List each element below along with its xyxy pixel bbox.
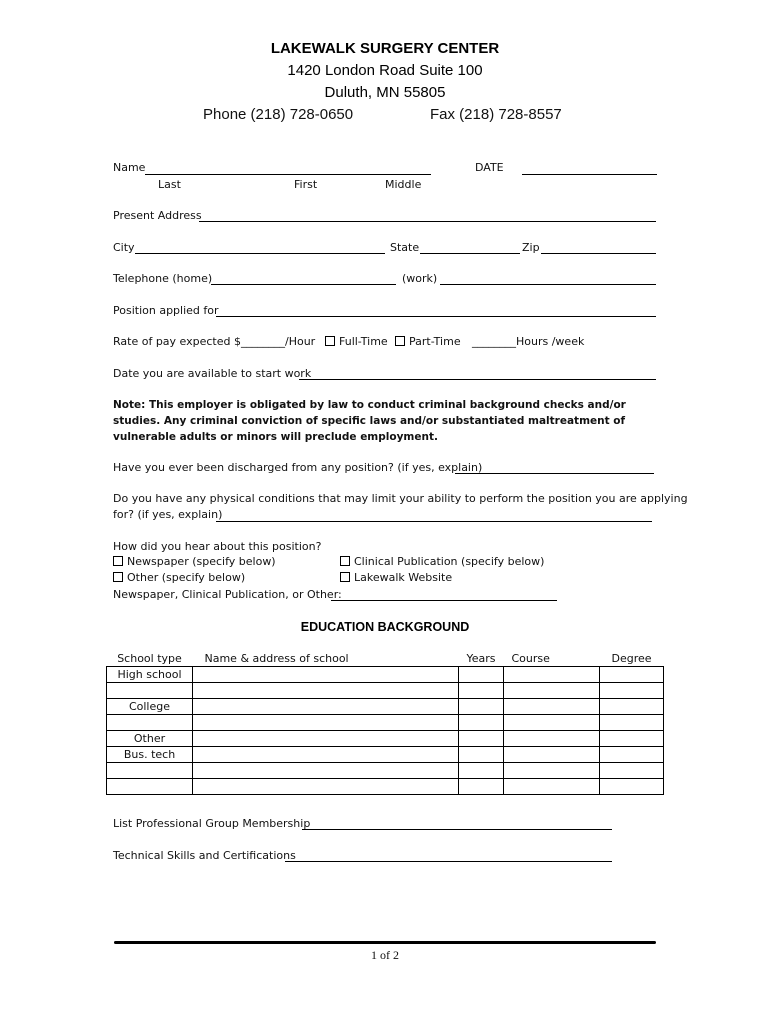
other-label: Other (specify below) [127, 571, 246, 584]
technical-skills-label: Technical Skills and Certifications [113, 849, 296, 862]
header-course: Course [511, 651, 550, 665]
clinical-option[interactable] [340, 555, 544, 569]
hear-about-question: How did you hear about this position? [113, 540, 322, 553]
telephone-work-field[interactable] [440, 284, 656, 285]
years-cell[interactable] [459, 699, 504, 715]
position-label: Position applied for [113, 304, 219, 317]
years-cell[interactable] [459, 715, 504, 731]
degree-cell[interactable] [600, 667, 664, 683]
parttime-checkbox[interactable] [395, 336, 405, 346]
row-label: Bus. tech [107, 747, 193, 763]
last-label: Last [158, 178, 181, 191]
course-cell[interactable] [504, 715, 600, 731]
course-cell[interactable] [504, 699, 600, 715]
years-cell[interactable] [459, 779, 504, 795]
school-cell[interactable] [193, 747, 459, 763]
background-check-note: Note: This employer is obligated by law to conduct criminal background checks and/or studies. Any criminal conviction of specific laws and/or substantiated maltreatment of vulnerable adults or minors will preclude employment. [113, 399, 626, 443]
parttime-option[interactable] [395, 335, 461, 349]
newspaper-option[interactable] [113, 555, 276, 569]
first-label: First [294, 178, 318, 191]
phone-number: Phone (218) 728-0650 [203, 106, 354, 123]
form-title: LAKEWALK SURGERY CENTER [270, 40, 500, 57]
course-cell[interactable] [504, 667, 600, 683]
course-cell[interactable] [504, 763, 600, 779]
education-title: EDUCATION BACKGROUND [300, 620, 470, 634]
discharged-question: Have you ever been discharged from any position? (if yes, explain) [113, 461, 483, 474]
degree-cell[interactable] [600, 779, 664, 795]
present-address-field[interactable] [199, 221, 656, 222]
clinical-checkbox[interactable] [340, 556, 350, 566]
name-label: Name [113, 161, 146, 174]
website-checkbox[interactable] [340, 572, 350, 582]
fulltime-checkbox[interactable] [325, 336, 335, 346]
table-row [107, 779, 664, 795]
years-cell[interactable] [459, 763, 504, 779]
school-cell[interactable] [193, 715, 459, 731]
state-field[interactable] [420, 253, 520, 254]
page-number: 1 of 2 [371, 948, 399, 962]
address-line-1: 1420 London Road Suite 100 [287, 62, 483, 79]
school-cell[interactable] [193, 779, 459, 795]
school-cell[interactable] [193, 699, 459, 715]
row-label: College [107, 699, 193, 715]
specify-source-field[interactable] [331, 600, 557, 601]
date-label: DATE [475, 161, 504, 174]
discharged-field[interactable] [455, 473, 654, 474]
middle-label: Middle [385, 178, 422, 191]
degree-cell[interactable] [600, 699, 664, 715]
years-cell[interactable] [459, 731, 504, 747]
row-label: Other [107, 731, 193, 747]
zip-field[interactable] [541, 253, 656, 254]
years-cell[interactable] [459, 683, 504, 699]
professional-membership-label: List Professional Group Membership [113, 817, 311, 830]
degree-cell[interactable] [600, 763, 664, 779]
school-cell[interactable] [193, 763, 459, 779]
website-label: Lakewalk Website [354, 571, 453, 584]
website-option[interactable] [340, 571, 452, 585]
technical-skills-field[interactable] [285, 861, 612, 862]
city-label: City [113, 241, 135, 254]
row-label [107, 715, 193, 731]
school-cell[interactable] [193, 731, 459, 747]
rate-of-pay-label: Rate of pay expected $________/Hour [113, 335, 316, 348]
education-header-row [107, 650, 664, 667]
other-option[interactable] [113, 571, 245, 585]
clinical-label: Clinical Publication (specify below) [354, 555, 545, 568]
telephone-home-label: Telephone (home) [113, 272, 213, 285]
school-cell[interactable] [193, 667, 459, 683]
fax-number: Fax (218) 728-8557 [430, 106, 562, 123]
course-cell[interactable] [504, 779, 600, 795]
other-checkbox[interactable] [113, 572, 123, 582]
table-row [107, 763, 664, 779]
present-address-label: Present Address [113, 209, 202, 222]
parttime-label: Part-Time [409, 335, 461, 348]
degree-cell[interactable] [600, 731, 664, 747]
course-cell[interactable] [504, 747, 600, 763]
years-cell[interactable] [459, 667, 504, 683]
years-cell[interactable] [459, 747, 504, 763]
row-label [107, 763, 193, 779]
header-years: Years [466, 651, 496, 665]
footer-divider [114, 941, 656, 944]
header-school-name: Name & address of school [204, 651, 349, 665]
fulltime-option[interactable] [325, 335, 388, 349]
table-row [107, 667, 664, 683]
header-degree: Degree [611, 651, 652, 665]
degree-cell[interactable] [600, 715, 664, 731]
telephone-work-label: (work) [402, 272, 438, 285]
state-label: State [390, 241, 420, 254]
row-label: High school [107, 667, 193, 683]
physical-question-line-1: Do you have any physical conditions that may limit your ability to perform the position you are applying [113, 492, 688, 505]
city-field[interactable] [135, 253, 385, 254]
degree-cell[interactable] [600, 683, 664, 699]
row-label [107, 779, 193, 795]
start-date-field[interactable] [299, 379, 656, 380]
date-field[interactable] [522, 174, 657, 175]
physical-field[interactable] [216, 521, 652, 522]
table-row [107, 747, 664, 763]
physical-question-line-2: for? (if yes, explain) [113, 508, 223, 521]
course-cell[interactable] [504, 683, 600, 699]
name-field[interactable] [145, 174, 431, 175]
fulltime-label: Full-Time [339, 335, 388, 348]
table-row [107, 731, 664, 747]
table-row [107, 683, 664, 699]
professional-membership-field[interactable] [302, 829, 612, 830]
zip-label: Zip [522, 241, 540, 254]
start-date-label: Date you are available to start work [113, 367, 312, 380]
address-line-2: Duluth, MN 55805 [324, 84, 446, 101]
header-school-type: School type [117, 651, 182, 665]
newspaper-checkbox[interactable] [113, 556, 123, 566]
newspaper-label: Newspaper (specify below) [127, 555, 276, 568]
telephone-home-field[interactable] [211, 284, 396, 285]
specify-source-label: Newspaper, Clinical Publication, or Other: [113, 588, 342, 601]
hours-per-week-label: ________Hours /week [472, 335, 585, 348]
education-table [106, 650, 664, 795]
row-label [107, 683, 193, 699]
degree-cell[interactable] [600, 747, 664, 763]
school-cell[interactable] [193, 683, 459, 699]
position-field[interactable] [216, 316, 656, 317]
table-row [107, 715, 664, 731]
course-cell[interactable] [504, 731, 600, 747]
table-row [107, 699, 664, 715]
